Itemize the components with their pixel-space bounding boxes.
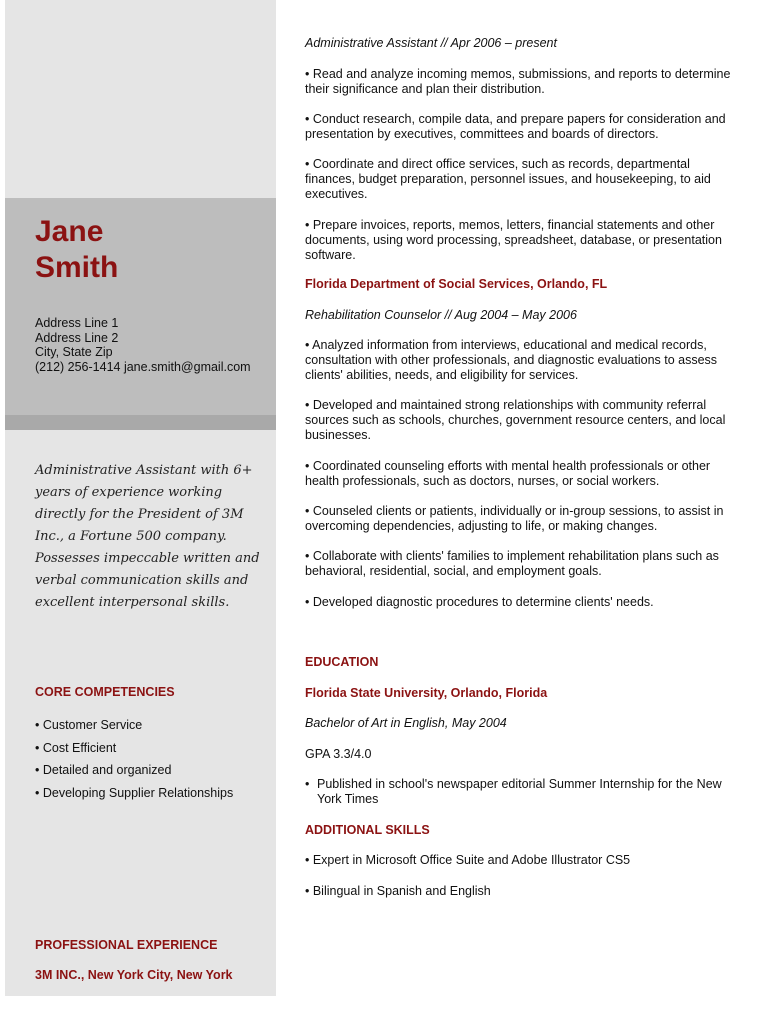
profile-summary: Administrative Assistant with 6+ years of experience working directly for the President of 3M Inc., a Fortune 500 company. Possesses impeccable written and verbal communication skills and excellent interpersonal skills. <box>35 463 260 610</box>
list-item: • Cost Efficient <box>35 740 117 755</box>
education-degree: Bachelor of Art in English, May 2004 <box>305 716 507 730</box>
address-line-1: Address Line 1 <box>35 316 119 330</box>
list-item: • Coordinate and direct office services, such as records, departmental finances, budget preparation, personnel issues, and housekeeping, to aid executives. <box>305 157 711 201</box>
education-gpa: GPA 3.3/4.0 <box>305 747 372 761</box>
contact-info <box>35 316 275 374</box>
candidate-name <box>35 214 118 286</box>
list-item: • Coordinated counseling efforts with mental health professionals or other health professionals, such as doctors, nurses, or social workers. <box>305 459 711 488</box>
list-item: • Expert in Microsoft Office Suite and Adobe Illustrator CS5 <box>305 853 631 867</box>
list-item: • Developed and maintained strong relationships with community referral sources such as schools, churches, government resource centers, and local businesses. <box>305 398 726 442</box>
city-state-zip: City, State Zip <box>35 345 113 359</box>
core-competencies-list <box>35 714 270 804</box>
list-item: • Developed diagnostic procedures to determine clients' needs. <box>305 595 654 609</box>
first-name: Jane <box>35 215 104 248</box>
list-item: • Counseled clients or patients, individually or in-group sessions, to assist in overcoming dependencies, adjusting to life, or making changes. <box>305 504 724 533</box>
last-name: Smith <box>35 251 119 284</box>
employer-florida-dss: Florida Department of Social Services, Orlando, FL <box>305 277 608 291</box>
list-item: • Prepare invoices, reports, memos, letters, financial statements and other documents, using word processing, spreadsheet, database, or presentation software. <box>305 218 722 262</box>
list-item: • Developing Supplier Relationships <box>35 785 234 800</box>
employer-3m: 3M INC., New York City, New York <box>35 968 233 982</box>
education-school: Florida State University, Orlando, Florida <box>305 686 548 700</box>
list-item <box>305 777 737 807</box>
additional-skills-heading: ADDITIONAL SKILLS <box>305 823 430 837</box>
bullet-marker: • <box>305 777 310 791</box>
job-title-counselor: Rehabilitation Counselor // Aug 2004 – May 2006 <box>305 308 577 322</box>
education-bullet-text: Published in school's newspaper editorial Summer Internship for the New York Times <box>317 777 722 806</box>
list-item: • Conduct research, compile data, and prepare papers for consideration and presentation by executives, committees and boards of directors. <box>305 112 726 141</box>
core-competencies-heading: CORE COMPETENCIES <box>35 685 175 699</box>
name-divider <box>5 415 276 430</box>
phone-email: (212) 256-1414 jane.smith@gmail.com <box>35 359 251 374</box>
list-item: • Analyzed information from interviews, educational and medical records, consultation with other professionals, and diagnostic evaluations to assess clients' abilities, needs, and eligibility for services. <box>305 338 718 382</box>
list-item: • Bilingual in Spanish and English <box>305 884 491 898</box>
job-title-admin: Administrative Assistant // Apr 2006 – present <box>305 36 557 50</box>
list-item: • Collaborate with clients' families to implement rehabilitation plans such as behavioral, residential, social, and employment goals. <box>305 549 719 578</box>
list-item: • Detailed and organized <box>35 763 172 777</box>
address-line-2: Address Line 2 <box>35 330 119 345</box>
education-heading: EDUCATION <box>305 655 379 669</box>
professional-experience-heading: PROFESSIONAL EXPERIENCE <box>35 938 218 952</box>
list-item: • Customer Service <box>35 718 143 732</box>
list-item: • Read and analyze incoming memos, submissions, and reports to determine their significance and plan their distribution. <box>305 67 731 96</box>
